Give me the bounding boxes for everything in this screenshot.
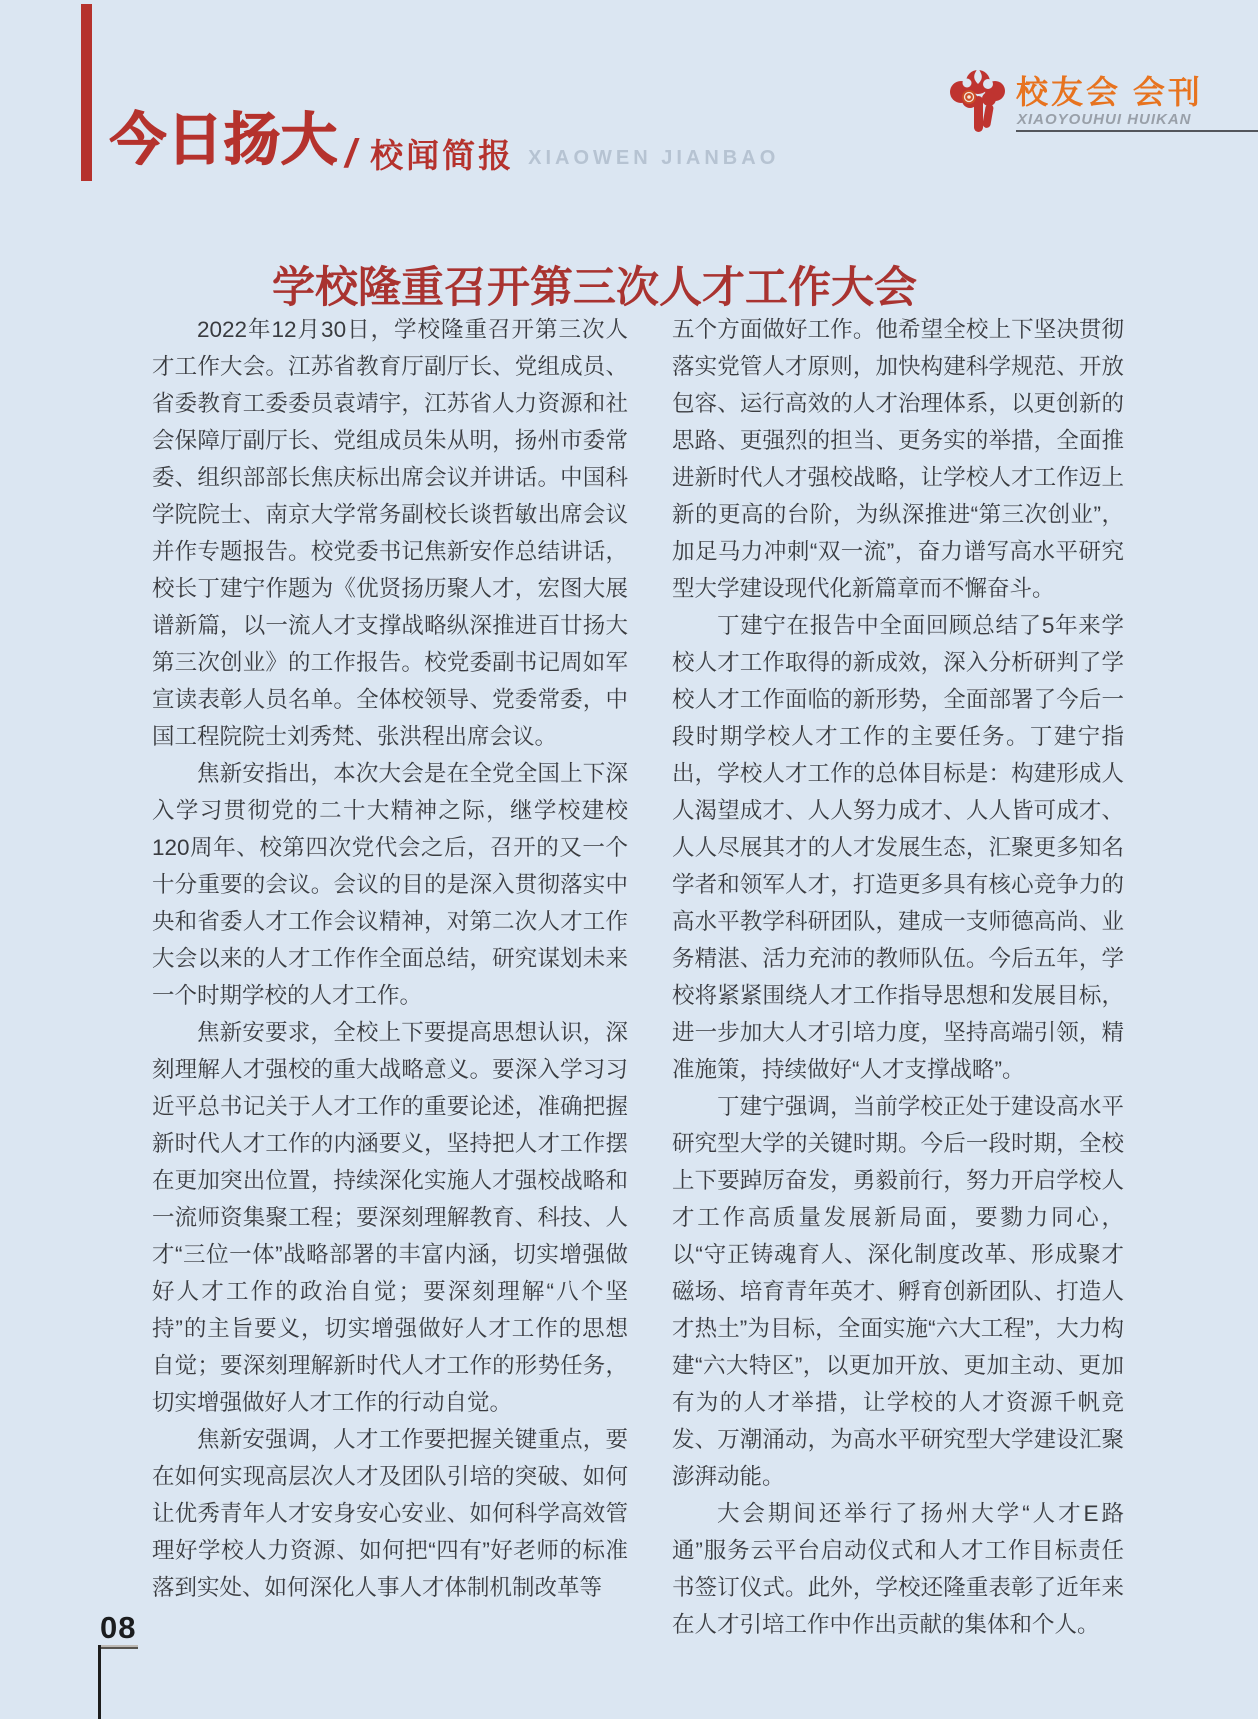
article-paragraph: 大会期间还举行了扬州大学“人才E路通”服务云平台启动仪式和人才工作目标责任书签订仪式。此外，学校还隆重表彰了近年来在人才引培工作中作出贡献的集体和个人。: [672, 1501, 1124, 1637]
article-column-right: [672, 311, 1124, 1643]
article-paragraph: 2022年12月30日，学校隆重召开第三次人才工作大会。江苏省教育厅副厅长、党组成员、省委教育工委委员袁靖宇，江苏省人力资源和社会保障厅副厅长、党组成员朱从明，扬州市委常委、组织部部长焦庆标出席会议并讲话。中国科学院院士、南京大学常务副校长谈哲敏出席会议并作专题报告。校党委书记焦新安作总结讲话，校长丁建宁作题为《优贤扬历聚人才，宏图大展谱新篇，以一流人才支撑战略纵深推进百廿扬大第三次创业》的工作报告。校党委副书记周如军宣读表彰人员名单。全体校领导、党委常委，中国工程院院士刘秀梵、张洪程出席会议。: [152, 317, 628, 749]
section-title-pinyin: XIAOWEN JIANBAO: [528, 147, 780, 169]
section-title: 校闻简报: [370, 137, 515, 174]
journal-rule-line: [1016, 130, 1258, 132]
journal-name-pinyin: XIAOYOUHUI HUIKAN: [1017, 111, 1192, 128]
section-divider-slash: /: [345, 132, 357, 176]
article-paragraph: 焦新安要求，全校上下要提高思想认识，深刻理解人才强校的重大战略意义。要深入学习习近平总书记关于人才工作的重要论述，准确把握新时代人才工作的内涵要义，坚持把人才工作摆在更加突出位置，持续深化实施人才强校战略和一流师资集聚工程；要深刻理解教育、科技、人才“三位一体”战略部署的丰富内涵，切实增强做好人才工作的政治自觉；要深刻理解“八个坚持”的主旨要义，切实增强做好人才工作的思想自觉；要深刻理解新时代人才工作的形势任务，切实增强做好人才工作的行动自觉。: [152, 1020, 628, 1415]
alumni-association-emblem-icon: [948, 66, 1008, 142]
page-corner-line-vertical: [98, 1645, 101, 1719]
page-number: 08: [100, 1610, 137, 1645]
article-column-left: [152, 311, 628, 1606]
masthead-brand: 今日扬大: [110, 108, 338, 171]
masthead-red-bar: [81, 4, 92, 181]
article-paragraph: 丁建宁强调，当前学校正处于建设高水平研究型大学的关键时期。今后一段时期，全校上下要踔厉奋发，勇毅前行，努力开启学校人才工作高质量发展新局面，要勠力同心，以“守正铸魂育人、深化制度改革、形成聚才磁场、培育青年英才、孵育创新团队、打造人才热土”为目标，全面实施“六大工程”，大力构建“六大特区”，以更加开放、更加主动、更加有为的人才举措，让学校的人才资源千帆竞发、万潮涌动，为高水平研究型大学建设汇聚澎湃动能。: [672, 1094, 1124, 1489]
article-paragraph: 焦新安指出，本次大会是在全党全国上下深入学习贯彻党的二十大精神之际，继学校建校120周年、校第四次党代会之后，召开的又一个十分重要的会议。会议的目的是深入贯彻落实中央和省委人才工作会议精神，对第二次人才工作大会以来的人才工作作全面总结，研究谋划未来一个时期学校的人才工作。: [152, 761, 628, 1008]
section-header: [345, 132, 780, 176]
page-corner-line-horizontal: [98, 1645, 138, 1649]
article-paragraph: 焦新安强调，人才工作要把握关键重点，要在如何实现高层次人才及团队引培的突破、如何让优秀青年人才安身安心安业、如何科学高效管理好学校人力资源、如何把“四有”好老师的标准落到实处、如何深化人事人才体制机制改革等: [152, 1427, 628, 1600]
article-paragraph: 丁建宁在报告中全面回顾总结了5年来学校人才工作取得的新成效，深入分析研判了学校人才工作面临的新形势，全面部署了今后一段时期学校人才工作的主要任务。丁建宁指出，学校人才工作的总体目标是：构建形成人人渴望成才、人人努力成才、人人皆可成才、人人尽展其才的人才发展生态，汇聚更多知名学者和领军人才，打造更多具有核心竞争力的高水平教学科研团队，建成一支师德高尚、业务精湛、活力充沛的教师队伍。今后五年，学校将紧紧围绕人才工作指导思想和发展目标，进一步加大人才引培力度，坚持高端引领，精准施策，持续做好“人才支撑战略”。: [672, 613, 1124, 1082]
article-title: 学校隆重召开第三次人才工作大会: [272, 264, 917, 312]
article-paragraph-continuation: 五个方面做好工作。他希望全校上下坚决贯彻落实党管人才原则，加快构建科学规范、开放包容、运行高效的人才治理体系，以更创新的思路、更强烈的担当、更务实的举措，全面推进新时代人才强校战略，让学校人才工作迈上新的更高的台阶，为纵深推进“第三次创业”，加足马力冲刺“双一流”，奋力谱写高水平研究型大学建设现代化新篇章而不懈奋斗。: [672, 317, 1124, 601]
journal-name: 校友会 会刊: [1016, 74, 1203, 110]
